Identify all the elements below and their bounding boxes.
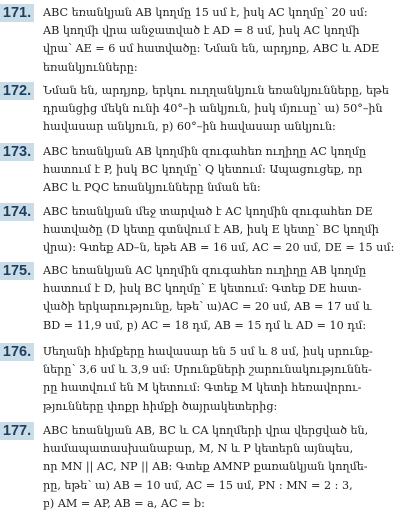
problem-line: ABC եռանկյան AB կողմին զուգահեռ ուղիղը AC կողմը	[43, 145, 367, 158]
problem-number: 174.	[0, 203, 34, 221]
problem-line: որ MN || AC, NP || AB: Գտեք AMNP քառանկյան կողմե-	[43, 460, 368, 474]
problem-number: 173.	[0, 143, 34, 161]
problem-text	[43, 422, 401, 513]
problem-number: 171.	[0, 4, 34, 22]
problem-line: եռանկյունները:	[43, 60, 138, 74]
problem-line: վրա՝ AE = 6 սմ հատվածը: Նման են, արդյոք, ABC և ADE	[43, 42, 380, 56]
problem-line: ABC եռանկյան մեջ տարված է AC կողմին զուգահեռ DE	[43, 205, 373, 218]
problem-text	[43, 82, 401, 137]
problem-line: հատում է P, իսկ BC կողմը՝ Q կետում: Ապացուցեք, որ	[43, 163, 363, 177]
problem-line: բ) AM = AP, AB = a, AC = b:	[43, 496, 205, 510]
problem-text	[43, 262, 401, 335]
problem-line: ABC և PQC եռանկյունները նման են:	[43, 181, 261, 195]
problem-line: վածի երկարությունը, եթե՝ ա)AC = 20 սմ, AB = 17 սմ և	[43, 300, 372, 314]
problem-text	[43, 4, 401, 77]
problem-line: րը, եթե՝ ա) AB = 10 սմ, AC = 15 սմ, PN : MN = 2 : 3,	[43, 478, 353, 492]
problem-line: Սեղանի հիմքերը հավասար են 5 սմ և 8 սմ, իսկ սրունք-	[43, 345, 373, 358]
problem-line: ABC եռանկյան AB, BC և CA կողմերի վրա վերցված են,	[43, 424, 369, 437]
problem-line: համապատասխանաբար, M, N և P կետերն այնպես,	[43, 442, 354, 456]
problem-line: հավասար անկյուն, բ) 60°–ին հավասար անկյուն:	[43, 120, 336, 134]
problem-line: ABC եռանկյան AC կողմին զուգահեռ ուղիղը AB կողմը	[43, 264, 367, 277]
problem-number: 177.	[0, 422, 34, 440]
problem-text	[43, 143, 401, 198]
problem-line: ABC եռանկյան AB կողմը 15 սմ է, իսկ AC կողմը՝ 20 սմ:	[43, 6, 368, 19]
problem-line: րը հատվում են M կետում: Գտեք M կետի հեռավորու-	[43, 381, 362, 395]
problem-text	[43, 203, 401, 258]
problem-number: 175.	[0, 262, 34, 280]
problem-text	[43, 343, 401, 416]
problem-line: հատվածը (D կետը գտնվում է AB, իսկ E կետը՝ BC կողմի	[43, 223, 379, 237]
problem-line: AB կողմի վրա անջատված է AD = 8 սմ, իսկ AC կողմի	[43, 24, 360, 38]
problem-number: 176.	[0, 343, 34, 361]
problem-line: հատում է D, իսկ BC կողմը՝ E կետում: Գտեք DE հատ-	[43, 282, 362, 296]
problem-line: վրա): Գտեք AD–ն, եթե AB = 16 սմ, AC = 20 սմ, DE = 15 սմ:	[43, 241, 395, 255]
problem-line: դրանցից մեկն ունի 40°–ի անկյուն, իսկ մյուսը՝ ա) 50°–ին	[43, 102, 383, 116]
problem-line: ները՝ 3,6 սմ և 3,9 սմ: Սրունքների շարունակություննե-	[43, 363, 372, 377]
problem-line: Նման են, արդյոք, երկու ուղղանկյուն եռանկյունները, եթե	[43, 84, 389, 97]
problem-number: 172.	[0, 82, 34, 100]
problem-line: թյունները փոքր հիմքի ծայրակետերից:	[43, 399, 278, 413]
problem-line: BD = 11,9 սմ, բ) AC = 18 դմ, AB = 15 դմ և AD = 10 դմ:	[43, 318, 367, 332]
